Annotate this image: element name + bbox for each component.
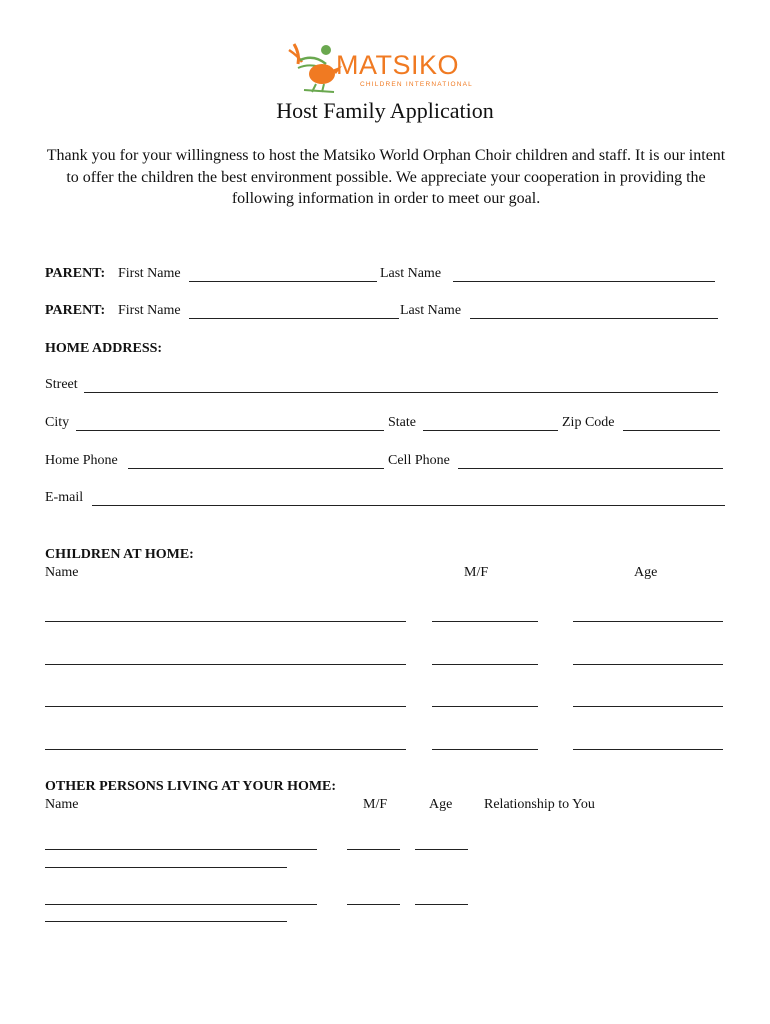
child-2-name-field[interactable] <box>45 664 406 665</box>
parent-1-last-name-field[interactable] <box>453 281 715 282</box>
other-2-name-field[interactable] <box>45 904 317 905</box>
zip-code-field[interactable] <box>623 430 720 431</box>
other-1-name-field[interactable] <box>45 849 317 850</box>
child-1-mf-field[interactable] <box>432 621 538 622</box>
home-phone-field[interactable] <box>128 468 384 469</box>
others-col-age: Age <box>429 797 453 812</box>
other-persons-heading: OTHER PERSONS LIVING AT YOUR HOME: <box>45 779 337 794</box>
others-col-relationship: Relationship to You <box>484 797 595 812</box>
parent-2-label: PARENT: <box>45 303 106 318</box>
child-4-name-field[interactable] <box>45 749 406 750</box>
child-2-age-field[interactable] <box>573 664 723 665</box>
parent-2-last-name-label: Last Name <box>400 303 462 318</box>
state-field[interactable] <box>423 430 558 431</box>
cell-phone-field[interactable] <box>458 468 723 469</box>
child-3-mf-field[interactable] <box>432 706 538 707</box>
logo-subtitle: CHILDREN INTERNATIONAL <box>360 81 473 88</box>
street-field[interactable] <box>84 392 718 393</box>
parent-2-first-name-label: First Name <box>118 303 181 318</box>
page-title: Host Family Application <box>276 98 494 123</box>
other-1-age-field[interactable] <box>415 849 468 850</box>
child-3-age-field[interactable] <box>573 706 723 707</box>
children-col-name: Name <box>45 565 79 580</box>
other-2-mf-field[interactable] <box>347 904 400 905</box>
home-phone-label: Home Phone <box>45 453 118 468</box>
parent-2-last-name-field[interactable] <box>470 318 718 319</box>
child-4-age-field[interactable] <box>573 749 723 750</box>
other-1-mf-field[interactable] <box>347 849 400 850</box>
other-2-age-field[interactable] <box>415 904 468 905</box>
state-label: State <box>388 415 416 430</box>
parent-1-label: PARENT: <box>45 266 106 281</box>
logo-wordmark: MATSIKO <box>336 50 460 80</box>
email-field[interactable] <box>92 505 725 506</box>
others-col-name: Name <box>45 797 79 812</box>
child-4-mf-field[interactable] <box>432 749 538 750</box>
city-field[interactable] <box>76 430 384 431</box>
parent-1-last-name-label: Last Name <box>380 266 442 281</box>
home-address-heading: HOME ADDRESS: <box>45 341 163 356</box>
child-2-mf-field[interactable] <box>432 664 538 665</box>
child-1-age-field[interactable] <box>573 621 723 622</box>
street-label: Street <box>45 377 78 392</box>
intro-paragraph: Thank you for your willingness to host the Matsiko World Orphan Choir children and staff. It is our intent to offer the children the best environment possible. We appreciate your cooperation in providing the following information in order to meet our goal. <box>46 147 726 207</box>
matsiko-logo <box>286 40 473 96</box>
zip-code-label: Zip Code <box>562 415 615 430</box>
email-label: E-mail <box>45 490 84 505</box>
children-col-age: Age <box>634 565 658 580</box>
parent-2-first-name-field[interactable] <box>189 318 399 319</box>
cell-phone-label: Cell Phone <box>388 453 450 468</box>
children-heading: CHILDREN AT HOME: <box>45 547 194 562</box>
children-col-mf: M/F <box>464 565 489 580</box>
others-col-mf: M/F <box>363 797 388 812</box>
other-2-relationship-field[interactable] <box>45 921 287 922</box>
parent-1-first-name-label: First Name <box>118 266 181 281</box>
city-label: City <box>45 415 70 430</box>
child-1-name-field[interactable] <box>45 621 406 622</box>
parent-1-first-name-field[interactable] <box>189 281 377 282</box>
child-3-name-field[interactable] <box>45 706 406 707</box>
other-1-relationship-field[interactable] <box>45 867 287 868</box>
